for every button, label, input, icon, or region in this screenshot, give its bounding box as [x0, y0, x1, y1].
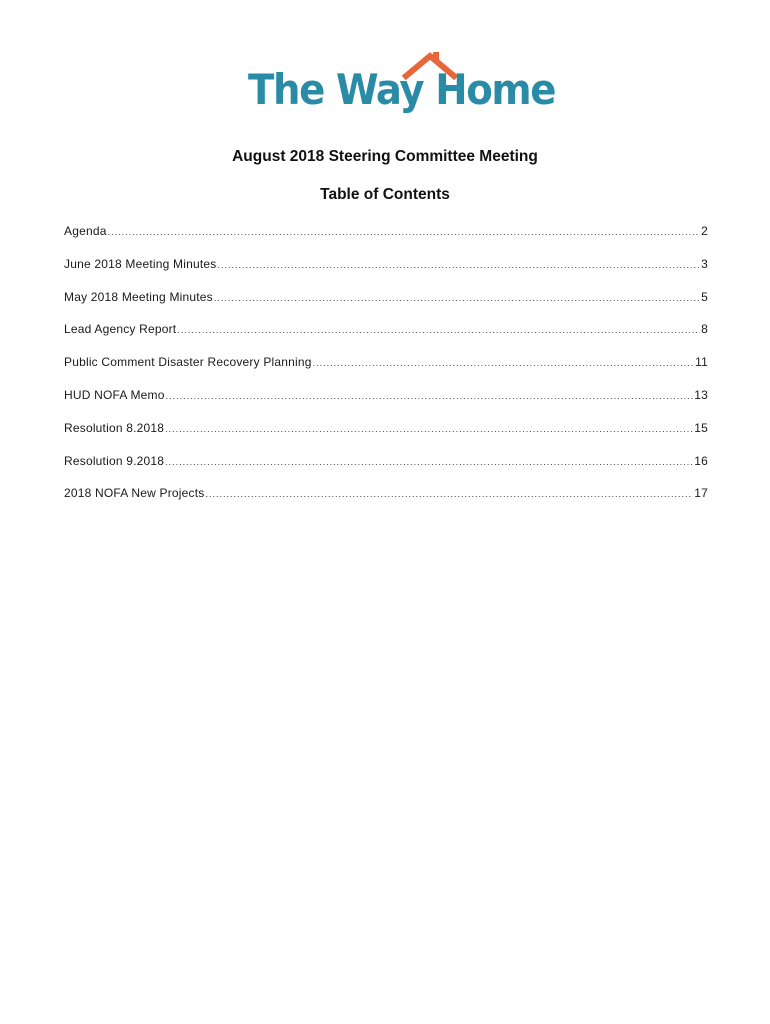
toc-entry-agenda[interactable] — [64, 222, 708, 255]
toc-entry-label: 2018 NOFA New Projects — [64, 486, 205, 501]
toc-entry-public-comment[interactable] — [64, 353, 708, 386]
toc-leader-dots — [166, 387, 694, 405]
toc-entry-page: 5 — [701, 289, 708, 304]
toc-leader-dots — [177, 321, 700, 339]
toc-entry-label: Agenda — [64, 224, 107, 238]
toc-entry-page: 16 — [694, 453, 708, 468]
toc-leader-dots — [313, 354, 695, 372]
logo-text: The Way Home — [248, 65, 556, 114]
toc-leader-dots — [217, 256, 700, 274]
toc-entry-page: 3 — [701, 256, 708, 271]
toc-entry-may-minutes[interactable] — [64, 288, 708, 321]
toc-entry-label: Resolution 8.2018 — [64, 420, 165, 435]
toc-entry-hud-nofa-memo[interactable] — [64, 386, 708, 419]
toc-entry-page: 2 — [701, 224, 708, 238]
toc-entry-page: 15 — [694, 420, 708, 435]
toc-entry-page: 11 — [695, 355, 708, 370]
toc-entry-nofa-new-projects[interactable] — [64, 484, 708, 517]
toc-entry-resolution-8[interactable] — [64, 419, 708, 452]
toc-entry-label: Resolution 9.2018 — [64, 453, 165, 468]
toc-leader-dots — [214, 289, 700, 307]
toc-entry-june-minutes[interactable] — [64, 255, 708, 288]
toc-entry-resolution-9[interactable] — [64, 452, 708, 485]
toc-entry-page: 13 — [694, 387, 708, 402]
meeting-title: August 2018 Steering Committee Meeting — [232, 148, 538, 165]
toc-leader-dots — [165, 453, 693, 471]
toc-entry-lead-agency-report[interactable] — [64, 320, 708, 353]
table-of-contents — [64, 222, 708, 517]
toc-entry-label: June 2018 Meeting Minutes — [64, 256, 217, 271]
toc-entry-label: Public Comment Disaster Recovery Planning — [64, 355, 312, 370]
toc-entry-page: 8 — [701, 322, 708, 337]
toc-entry-label: May 2018 Meeting Minutes — [64, 289, 213, 304]
toc-entry-label: HUD NOFA Memo — [64, 387, 165, 402]
toc-entry-page: 17 — [694, 486, 708, 501]
toc-title: Table of Contents — [320, 186, 450, 203]
toc-leader-dots — [205, 485, 693, 503]
toc-leader-dots — [108, 223, 701, 241]
toc-leader-dots — [165, 420, 693, 438]
the-way-home-logo — [248, 50, 556, 122]
toc-entry-label: Lead Agency Report — [64, 322, 177, 337]
